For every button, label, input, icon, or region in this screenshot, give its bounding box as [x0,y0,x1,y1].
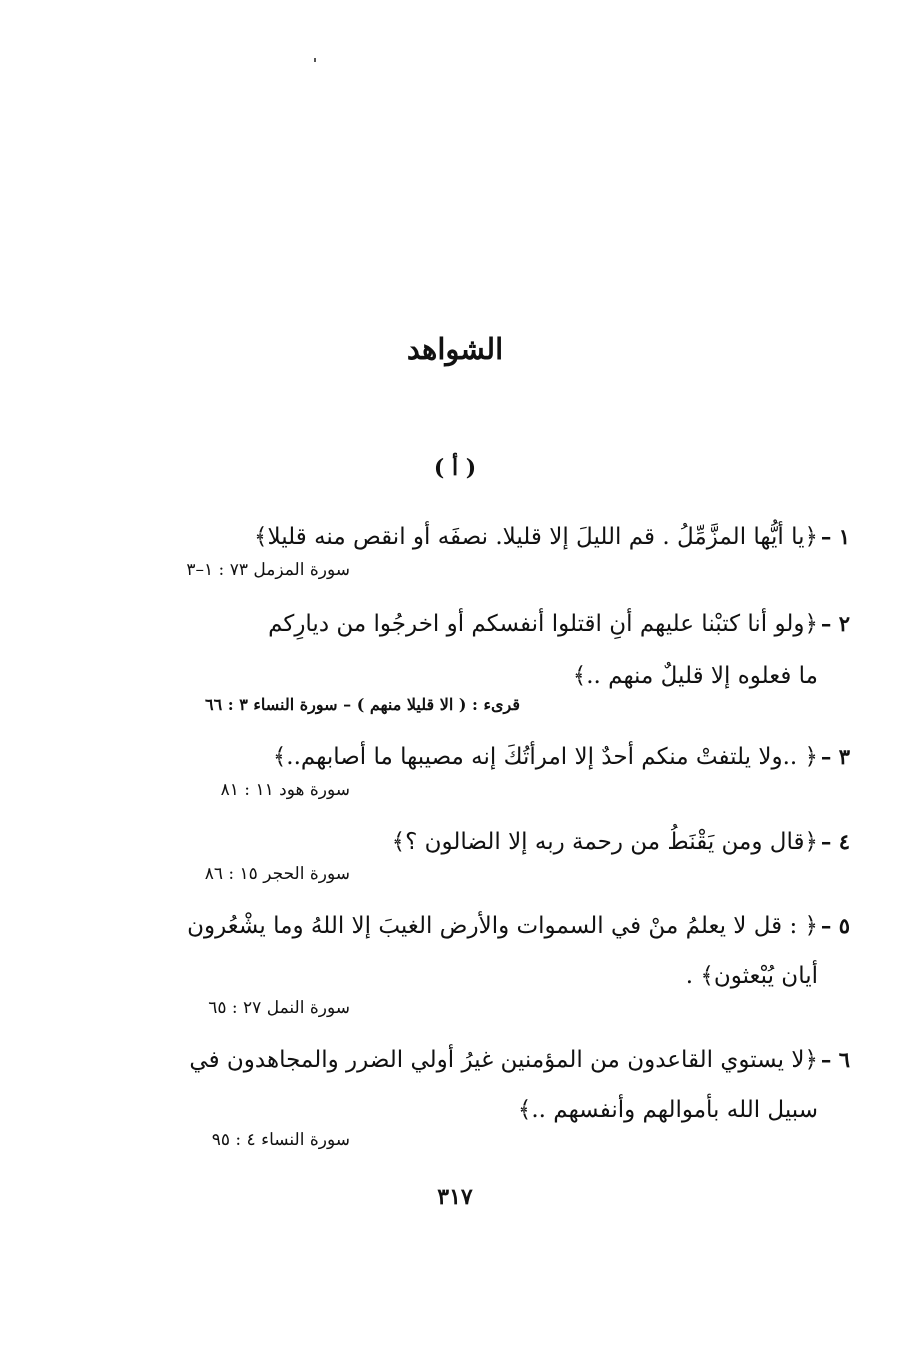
verse-number: ٦ – [820,1047,850,1072]
verse-item [143,604,850,696]
verse-text-line: ﴿ ..ولا يلتفتْ منكم أحدٌ إلا امرأتُكَ إنه مصيبها ما أصابهم..﴾ [272,744,818,770]
verse-text-line: أيان يُبْعثون﴾ . [685,963,818,989]
verse-item [143,822,850,862]
verse-number: ٣ – [820,744,850,769]
verse-reference: سورة المزمل ٧٣ : ١–٣ [186,560,350,580]
verse-number: ١ – [820,524,850,549]
verse-item [143,906,850,996]
verse-text-line: ﴿ولو أنا كتبْنا عليهم أنِ اقتلوا أنفسكم أو اخرجُوا من ديارِكم [268,611,818,637]
verse-item [143,517,850,557]
verse-text-line: ﴿ : قل لا يعلمُ منْ في السموات والأرض الغيبَ إلا اللهُ وما يشْعُرون [187,913,818,939]
verse-text-line: سبيل الله بأموالهم وأنفسهم ..﴾ [517,1097,818,1123]
verse-reference: سورة الحجر ١٥ : ٨٦ [204,864,350,884]
verse-number: ٤ – [820,829,850,854]
verse-reference: سورة النساء ٤ : ٩٥ [211,1130,350,1150]
scan-mark [314,58,316,62]
section-label: ( أ ) [433,455,477,481]
page-number: ٣١٧ [437,1184,473,1210]
verse-text-line: ﴿يا أيُّها المزَّمِّلُ . قم الليلَ إلا قليلا. نصفَه أو انقص منه قليلا﴾ [254,524,818,550]
verse-number: ٢ – [820,611,850,636]
verse-reference: قرىء : ( الا قليلا منهم ) – سورة النساء ٣ : ٦٦ [204,695,520,714]
verse-reference: سورة النمل ٢٧ : ٦٥ [208,998,350,1018]
verse-reference: سورة هود ١١ : ٨١ [220,780,350,800]
verse-number: ٥ – [820,913,850,938]
verse-text-line: ﴿لا يستوي القاعدون من المؤمنين غيرُ أولي الضرر والمجاهدون في [189,1047,818,1073]
verse-item [143,1040,850,1130]
verse-item [143,737,850,777]
verse-text-line: ما فعلوه إلا قليلٌ منهم ..﴾ [572,663,818,689]
verse-text-line: ﴿قال ومن يَقْنَطُ من رحمة ربه إلا الضالون ؟﴾ [391,829,818,855]
page-title: الشواهد [406,332,504,366]
